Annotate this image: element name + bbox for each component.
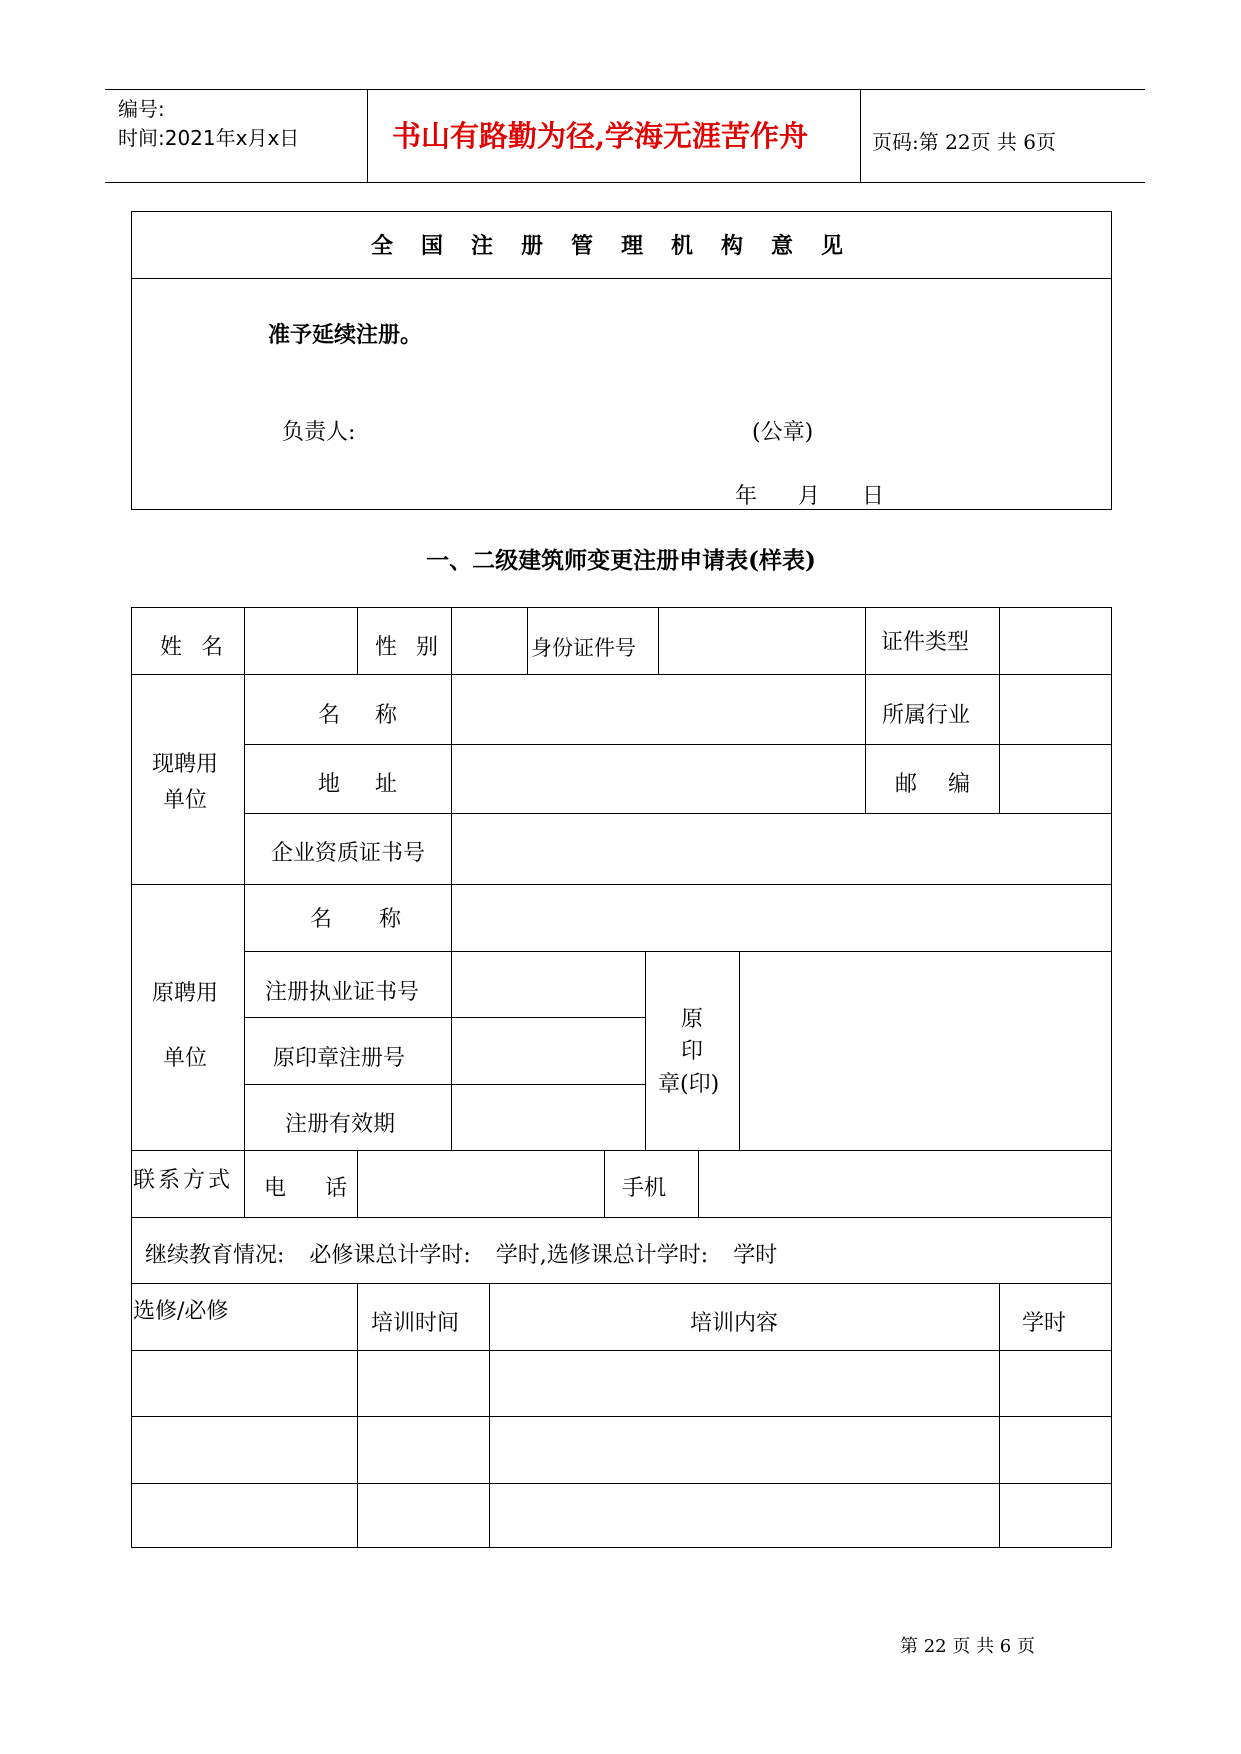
contact-label: 联系方式 xyxy=(133,1168,234,1193)
grid-h xyxy=(131,1483,1111,1484)
grid-v xyxy=(244,674,245,884)
time-label: 时间:2021年x月x日 xyxy=(118,126,300,150)
opinion-title: 全国注册管理机构意见 xyxy=(370,233,871,259)
gender-label: 性 别 xyxy=(375,635,444,660)
grid-v xyxy=(244,1150,245,1217)
month-label: 月 xyxy=(798,484,821,509)
grid-h xyxy=(131,1350,1111,1351)
training-type-header: 选修/必修 xyxy=(133,1299,229,1324)
former-employer-label-line1: 原聘用 xyxy=(152,981,219,1006)
seal-box-line2: 印 xyxy=(681,1039,704,1064)
grid-h xyxy=(244,744,1111,745)
id-number-label: 身份证件号 xyxy=(531,636,636,660)
grid-v xyxy=(357,607,358,674)
current-name-label: 名 称 xyxy=(318,703,411,728)
name-label: 姓 名 xyxy=(160,635,229,660)
grid-v xyxy=(244,607,245,674)
grid-h xyxy=(131,884,1111,885)
grid-v xyxy=(865,674,866,813)
grid-v xyxy=(999,1283,1000,1548)
grid-h xyxy=(131,1217,1111,1218)
address-label: 地 址 xyxy=(318,772,411,797)
grid-v xyxy=(698,1150,699,1217)
header-bottom-rule xyxy=(105,182,1145,183)
header-page-info: 页码:第 22页 共 6页 xyxy=(872,130,1056,154)
mobile-label: 手机 xyxy=(622,1176,667,1201)
form-outer-border xyxy=(131,607,1112,1548)
grid-v xyxy=(451,884,452,1150)
grid-h xyxy=(131,1150,1111,1151)
header-top-rule xyxy=(105,89,1145,90)
opinion-statement: 准予延续注册。 xyxy=(268,322,423,348)
grid-h xyxy=(244,1017,645,1018)
serial-label: 编号: xyxy=(118,97,165,121)
grid-v xyxy=(451,674,452,884)
header-motto: 书山有路勤为径,学海无涯苦作舟 xyxy=(391,119,809,153)
id-type-label: 证件类型 xyxy=(881,630,970,655)
grid-v xyxy=(451,607,452,674)
seal-box-line3: 章(印) xyxy=(658,1072,720,1097)
footer-page-info: 第 22 页 共 6 页 xyxy=(900,1636,1035,1657)
grid-h xyxy=(244,1084,645,1085)
grid-v xyxy=(999,674,1000,813)
grid-v xyxy=(999,607,1000,674)
training-time-header: 培训时间 xyxy=(371,1311,460,1336)
former-employer-label-line2: 单位 xyxy=(163,1046,208,1071)
grid-v xyxy=(865,607,866,674)
grid-v xyxy=(244,884,245,1150)
grid-v xyxy=(739,951,740,1150)
training-hours-header: 学时 xyxy=(1022,1311,1067,1336)
grid-h xyxy=(244,951,1111,952)
grid-v xyxy=(645,951,646,1150)
seal-reg-label: 原印章注册号 xyxy=(273,1046,406,1071)
seal-label: (公章) xyxy=(752,420,814,445)
header-divider-left xyxy=(367,89,368,183)
grid-v xyxy=(357,1283,358,1548)
grid-v xyxy=(604,1150,605,1217)
qualification-label: 企业资质证书号 xyxy=(271,841,426,866)
phone-label: 电 话 xyxy=(264,1176,363,1201)
seal-box-line1: 原 xyxy=(681,1007,704,1032)
education-line: 继续教育情况: 必修课总计学时: 学时,选修课总计学时: 学时 xyxy=(145,1243,778,1268)
industry-label: 所属行业 xyxy=(882,703,971,728)
year-label: 年 xyxy=(735,484,758,509)
day-label: 日 xyxy=(862,484,885,509)
grid-v xyxy=(527,607,528,674)
header-divider-right xyxy=(860,89,861,183)
former-name-label: 名 称 xyxy=(310,907,421,932)
training-content-header: 培训内容 xyxy=(690,1311,779,1336)
postcode-label: 邮 编 xyxy=(895,772,982,797)
validity-label: 注册有效期 xyxy=(285,1112,396,1137)
cert-no-label: 注册执业证书号 xyxy=(265,980,420,1005)
grid-h xyxy=(131,1416,1111,1417)
grid-h xyxy=(131,1283,1111,1284)
current-employer-label-line1: 现聘用 xyxy=(152,752,219,777)
opinion-title-rule xyxy=(131,278,1111,279)
form-title: 一、二级建筑师变更注册申请表(样表) xyxy=(426,547,816,574)
responsible-label: 负责人: xyxy=(282,420,356,445)
current-employer-label-line2: 单位 xyxy=(163,788,208,813)
grid-v xyxy=(658,607,659,674)
grid-h xyxy=(131,674,1111,675)
grid-h xyxy=(244,813,1111,814)
grid-v xyxy=(489,1283,490,1548)
